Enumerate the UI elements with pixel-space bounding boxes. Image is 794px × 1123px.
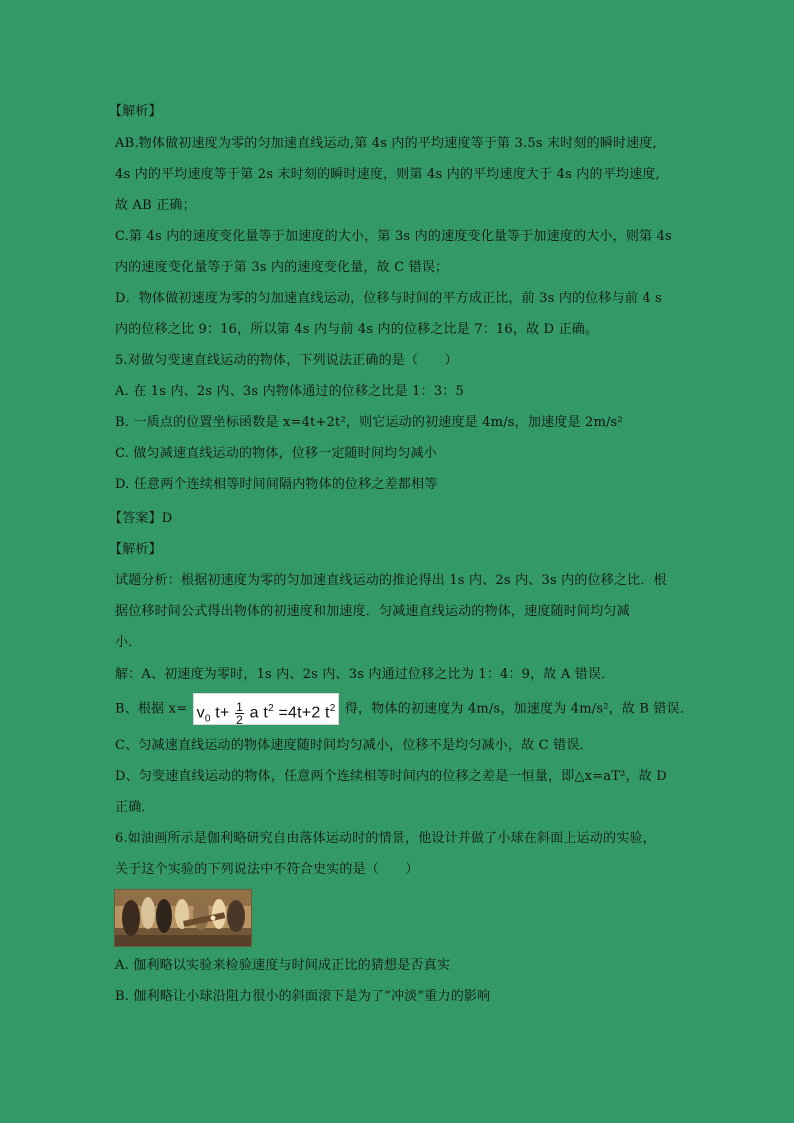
analysis-label: 【解析】 [109,542,162,557]
question-option: D. 任意两个连续相等时间间隔内物体的位移之差都相等 [115,477,438,492]
question-option: B. 一质点的位置坐标函数是 x=4t+2t²，则它运动的初速度是 4m/s，加速度是 2m/s² [115,415,623,430]
formula-suffix: 得，物体的初速度为 4m/s，加速度为 4m/s²，故 B 错误． [344,701,694,717]
formula-fraction [235,701,244,726]
painting-icon [115,890,251,946]
question-title: 关于这个实验的下列说法中不符合史实的是（ ） [115,862,419,877]
paragraph-line: 故 AB 正确； [115,198,196,213]
paragraph-line: 小． [115,635,142,650]
question-option: C. 做匀减速直线运动的物体，位移一定随时间均匀减小 [115,446,437,461]
solution-line: 正确． [115,800,155,815]
analysis-label: 【解析】 [109,104,162,119]
solution-line: 解：A、初速度为零时，1s 内、2s 内、3s 内通过位移之比为 1：4：9，故 A 错误． [115,667,615,682]
paragraph-line: C.第 4s 内的速度变化量等于加速度的大小，第 3s 内的速度变化量等于加速度的大小，则第 4s [115,229,672,244]
formula-t-plus: t+ [215,704,230,722]
question-title: 5.对做匀变速直线运动的物体，下列说法正确的是（ ） [115,353,458,368]
question-option: B. 伽利略让小球沿阻力很小的斜面滚下是为了“冲淡”重力的影响 [115,989,491,1004]
fraction-numerator: 1 [236,699,244,714]
question-option: A. 在 1s 内、2s 内、3s 内物体通过的位移之比是 1：3：5 [115,384,464,399]
solution-line: D、匀变速直线运动的物体，任意两个连续相等时间内的位移之差是一恒量，即△x=aT²，故 D [115,769,667,784]
formula-superscript: 2 [329,703,336,714]
paragraph-line: 试题分析：根据初速度为零的匀加速直线运动的推论得出 1s 内、2s 内、3s 内的位移之比．根 [115,573,667,588]
paragraph-line: 据位移时间公式得出物体的初速度和加速度．匀减速直线运动的物体，速度随时间均匀减 [115,604,630,619]
formula-superscript: 2 [268,703,274,714]
solution-line: C、匀减速直线运动的物体速度随时间均匀减小，位移不是均匀减小，故 C 错误． [115,738,593,753]
question-option: A. 伽利略以实验来检验速度与时间成正比的猜想是否真实 [115,958,451,973]
formula-line [115,693,693,725]
paragraph-line: 内的速度变化量等于第 3s 内的速度变化量，故 C 错误； [115,260,449,275]
question-title: 6.如油画所示是伽利略研究自由落体运动时的情景，他设计并做了小球在斜面上运动的实验， [115,831,656,846]
paragraph-line: 4s 内的平均速度等于第 2s 末时刻的瞬时速度，则第 4s 内的平均速度大于 4s 内的平均速度, [115,167,660,182]
formula-box [193,693,340,725]
answer-label: 【答案】D [109,511,173,526]
painting-image [114,889,252,947]
formula-prefix: B、根据 x= [115,701,188,717]
fraction-denominator: 2 [236,712,244,727]
paragraph-line: 内的位移之比 9：16，所以第 4s 内与前 4s 内的位移之比是 7：16，故 D 正确。 [115,322,599,337]
formula-subscript: 0 [204,713,211,725]
paragraph-line: AB.物体做初速度为零的匀加速直线运动,第 4s 内的平均速度等于第 3.5s 末时刻的瞬时速度, [115,136,657,151]
paragraph-line: D．物体做初速度为零的匀加速直线运动，位移与时间的平方成正比，前 3s 内的位移与前 4 s [115,291,663,306]
formula-at: a t [249,704,269,722]
formula-equality: =4t+2 t [278,704,330,722]
formula-v: v [196,704,205,722]
